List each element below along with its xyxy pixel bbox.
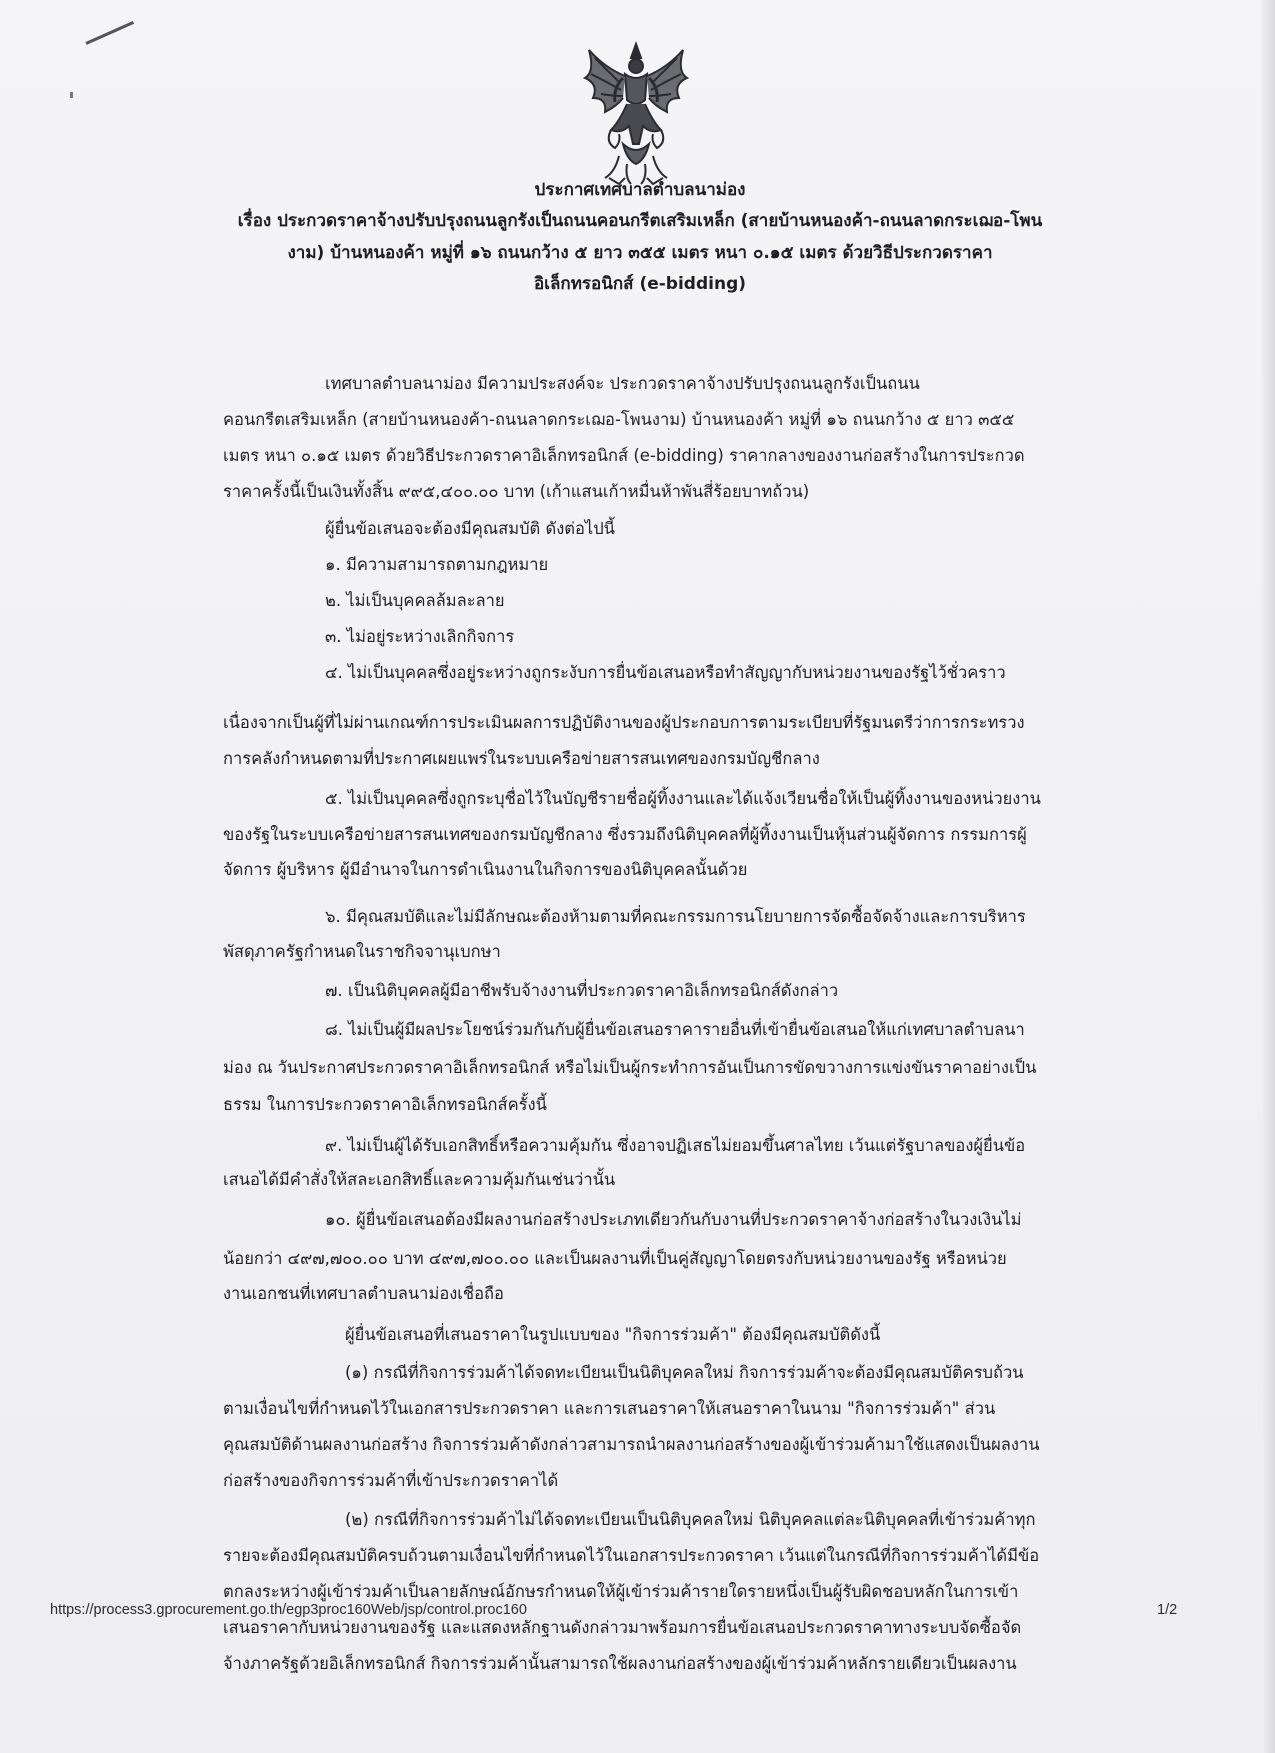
body-line: คอนกรีตเสริมเหล็ก (สายบ้านหนองค้า-ถนนลาดกระเฌอ-โพนงาม) บ้านหนองค้า หมู่ที่ ๑๖ ถนนกว้าง ๕ ยาว ๓๕๕ — [223, 410, 1015, 429]
body-line: คุณสมบัติด้านผลงานก่อสร้าง กิจการร่วมค้าดังกล่าวสามารถนำผลงานก่อสร้างของผู้เข้าร่วมค้ามาใช้แสดงเป็นผลงาน — [223, 1435, 1040, 1454]
body-line: ของรัฐในระบบเครือข่ายสารสนเทศของกรมบัญชีกลาง ซึ่งรวมถึงนิติบุคคลที่ผู้ทิ้งงานเป็นหุ้นส่วนผู้จัดการ กรรมการผู้ — [223, 825, 1027, 844]
page-number: 1/2 — [1157, 1602, 1178, 1618]
body-line: เสนอราคากับหน่วยงานของรัฐ และแสดงหลักฐานดังกล่าวมาพร้อมการยื่นข้อเสนอประกวดราคาทางระบบจัดซื้อจัด — [223, 1618, 1022, 1637]
scan-speck — [70, 92, 73, 98]
body-line: เนื่องจากเป็นผู้ที่ไม่ผ่านเกณฑ์การประเมินผลการปฏิบัติงานของผู้ประกอบการตามระเบียบที่รัฐมนตรีว่าการกระทรวง — [223, 713, 1025, 732]
body-line: การคลังกำหนดตามที่ประกาศเผยแพร่ในระบบเครือข่ายสารสนเทศของกรมบัญชีกลาง — [223, 749, 820, 768]
subject-line-3: อิเล็กทรอนิกส์ (e-bidding) — [533, 274, 747, 294]
body-line: ๑. มีความสามารถตามกฎหมาย — [325, 555, 549, 574]
body-line: ตกลงระหว่างผู้เข้าร่วมค้าเป็นลายลักษณ์อักษรกำหนดให้ผู้เข้าร่วมค้ารายใดรายหนึ่งเป็นผู้รับผิดชอบหลักในการเข้า — [223, 1582, 1019, 1601]
body-line: ตามเงื่อนไขที่กำหนดไว้ในเอกสารประกวดราคา และการเสนอราคาให้เสนอราคาในนาม "กิจการร่วมค้า" ส่วน — [223, 1399, 996, 1418]
body-line: (๒) กรณีที่กิจการร่วมค้าไม่ได้จดทะเบียนเป็นนิติบุคคลใหม่ นิติบุคคลแต่ละนิติบุคคลที่เข้าร่วมค้าทุก — [345, 1510, 1036, 1529]
body-line: น้อยกว่า ๔๙๗,๗๐๐.๐๐ บาท ๔๙๗,๗๐๐.๐๐ และเป็นผลงานที่เป็นคู่สัญญาโดยตรงกับหน่วยงานของรัฐ หรือหน่วย — [223, 1249, 1007, 1268]
body-line: เสนอได้มีคำสั่งให้สละเอกสิทธิ์และความคุ้มกันเช่นว่านั้น — [223, 1170, 616, 1189]
body-line: ๙. ไม่เป็นผู้ได้รับเอกสิทธิ์หรือความคุ้มกัน ซึ่งอาจปฏิเสธไม่ยอมขึ้นศาลไทย เว้นแต่รัฐบาลของผู้ยื่นข้อ — [325, 1136, 1026, 1155]
body-line: ธรรม ในการประกวดราคาอิเล็กทรอนิกส์ครั้งนี้ — [223, 1095, 547, 1114]
body-line: จัดการ ผู้บริหาร ผู้มีอำนาจในการดำเนินงานในกิจการของนิติบุคคลนั้นด้วย — [223, 860, 748, 879]
body-line: ๓. ไม่อยู่ระหว่างเลิกกิจการ — [325, 627, 515, 646]
body-line: งานเอกชนที่เทศบาลตำบลนาม่องเชื่อถือ — [223, 1284, 504, 1303]
body-line: ผู้ยื่นข้อเสนอที่เสนอราคาในรูปแบบของ "กิจการร่วมค้า" ต้องมีคุณสมบัติดังนี้ — [345, 1325, 881, 1344]
body-line: ม่อง ณ วันประกาศประกวดราคาอิเล็กทรอนิกส์ หรือไม่เป็นผู้กระทำการอันเป็นการขัดขวางการแข่งขันราคาอย่างเป็น — [223, 1058, 1037, 1077]
body-line: ๔. ไม่เป็นบุคคลซึ่งอยู่ระหว่างถูกระงับการยื่นข้อเสนอหรือทำสัญญากับหน่วยงานของรัฐไว้ชั่วคราว — [325, 663, 1006, 682]
body-line: ๖. มีคุณสมบัติและไม่มีลักษณะต้องห้ามตามที่คณะกรรมการนโยบายการจัดซื้อจัดจ้างและการบริหาร — [325, 907, 1026, 926]
body-line: ๑๐. ผู้ยื่นข้อเสนอต้องมีผลงานก่อสร้างประเภทเดียวกันกับงานที่ประกวดราคาจ้างก่อสร้างในวงเงินไม่ — [325, 1210, 1022, 1229]
body-line: ๒. ไม่เป็นบุคคลล้มละลาย — [325, 591, 505, 610]
body-line: เมตร หนา ๐.๑๕ เมตร ด้วยวิธีประกวดราคาอิเล็กทรอนิกส์ (e-bidding) ราคากลางของงานก่อสร้างในการประกวด — [223, 446, 1025, 465]
page-edge-shadow — [1261, 0, 1275, 1753]
body-line: ๕. ไม่เป็นบุคคลซึ่งถูกระบุชื่อไว้ในบัญชีรายชื่อผู้ทิ้งงานและได้แจ้งเวียนชื่อให้เป็นผู้ทิ้งงานของหน่วยงาน — [325, 789, 1041, 808]
scan-mark — [85, 21, 134, 45]
body-line: จ้างภาครัฐด้วยอิเล็กทรอนิกส์ กิจการร่วมค้านั้นสามารถใช้ผลงานก่อสร้างของผู้เข้าร่วมค้าหลักรายเดียวเป็นผลงาน — [223, 1654, 1017, 1673]
body-line: ก่อสร้างของกิจการร่วมค้าที่เข้าประกวดราคาได้ — [223, 1471, 559, 1490]
body-line: เทศบาลตำบลนาม่อง มีความประสงค์จะ ประกวดราคาจ้างปรับปรุงถนนลูกรังเป็นถนน — [325, 374, 920, 393]
body-line: ๗. เป็นนิติบุคคลผู้มีอาชีพรับจ้างงานที่ประกวดราคาอิเล็กทรอนิกส์ดังกล่าว — [325, 981, 839, 1000]
footer-url: https://process3.gprocurement.go.th/egp3proc160Web/jsp/control.proc160 — [50, 1602, 527, 1618]
body-line: ราคาครั้งนี้เป็นเงินทั้งสิ้น ๙๙๕,๔๐๐.๐๐ บาท (เก้าแสนเก้าหมื่นห้าพันสี่ร้อยบาทถ้วน) — [223, 482, 810, 501]
subject-line-1: เรื่อง ประกวดราคาจ้างปรับปรุงถนนลูกรังเป็นถนนคอนกรีตเสริมเหล็ก (สายบ้านหนองค้า-ถนนลาดกระเฌอ-โพน — [237, 211, 1043, 231]
garuda-emblem-icon — [575, 38, 697, 188]
body-line: (๑) กรณีที่กิจการร่วมค้าได้จดทะเบียนเป็นนิติบุคคลใหม่ กิจการร่วมค้าจะต้องมีคุณสมบัติครบถ้วน — [345, 1363, 1024, 1382]
body-line: ๘. ไม่เป็นผู้มีผลประโยชน์ร่วมกันกับผู้ยื่นข้อเสนอราคารายอื่นที่เข้ายื่นข้อเสนอให้แก่เทศบาลตำบลนา — [325, 1020, 1025, 1039]
body-line: รายจะต้องมีคุณสมบัติครบถ้วนตามเงื่อนไขที่กำหนดไว้ในเอกสารประกวดราคา เว้นแต่ในกรณีที่กิจการร่วมค้าได้มีข้อ — [223, 1546, 1040, 1565]
subject-line-2: งาม) บ้านหนองค้า หมู่ที่ ๑๖ ถนนกว้าง ๕ ยาว ๓๕๕ เมตร หนา ๐.๑๕ เมตร ด้วยวิธีประกวดราคา — [287, 243, 993, 263]
body-line: ผู้ยื่นข้อเสนอจะต้องมีคุณสมบัติ ดังต่อไปนี้ — [325, 519, 615, 538]
body-line: พัสดุภาครัฐกำหนดในราชกิจจานุเบกษา — [223, 942, 501, 961]
document-title: ประกาศเทศบาลตำบลนาม่อง — [534, 180, 746, 200]
